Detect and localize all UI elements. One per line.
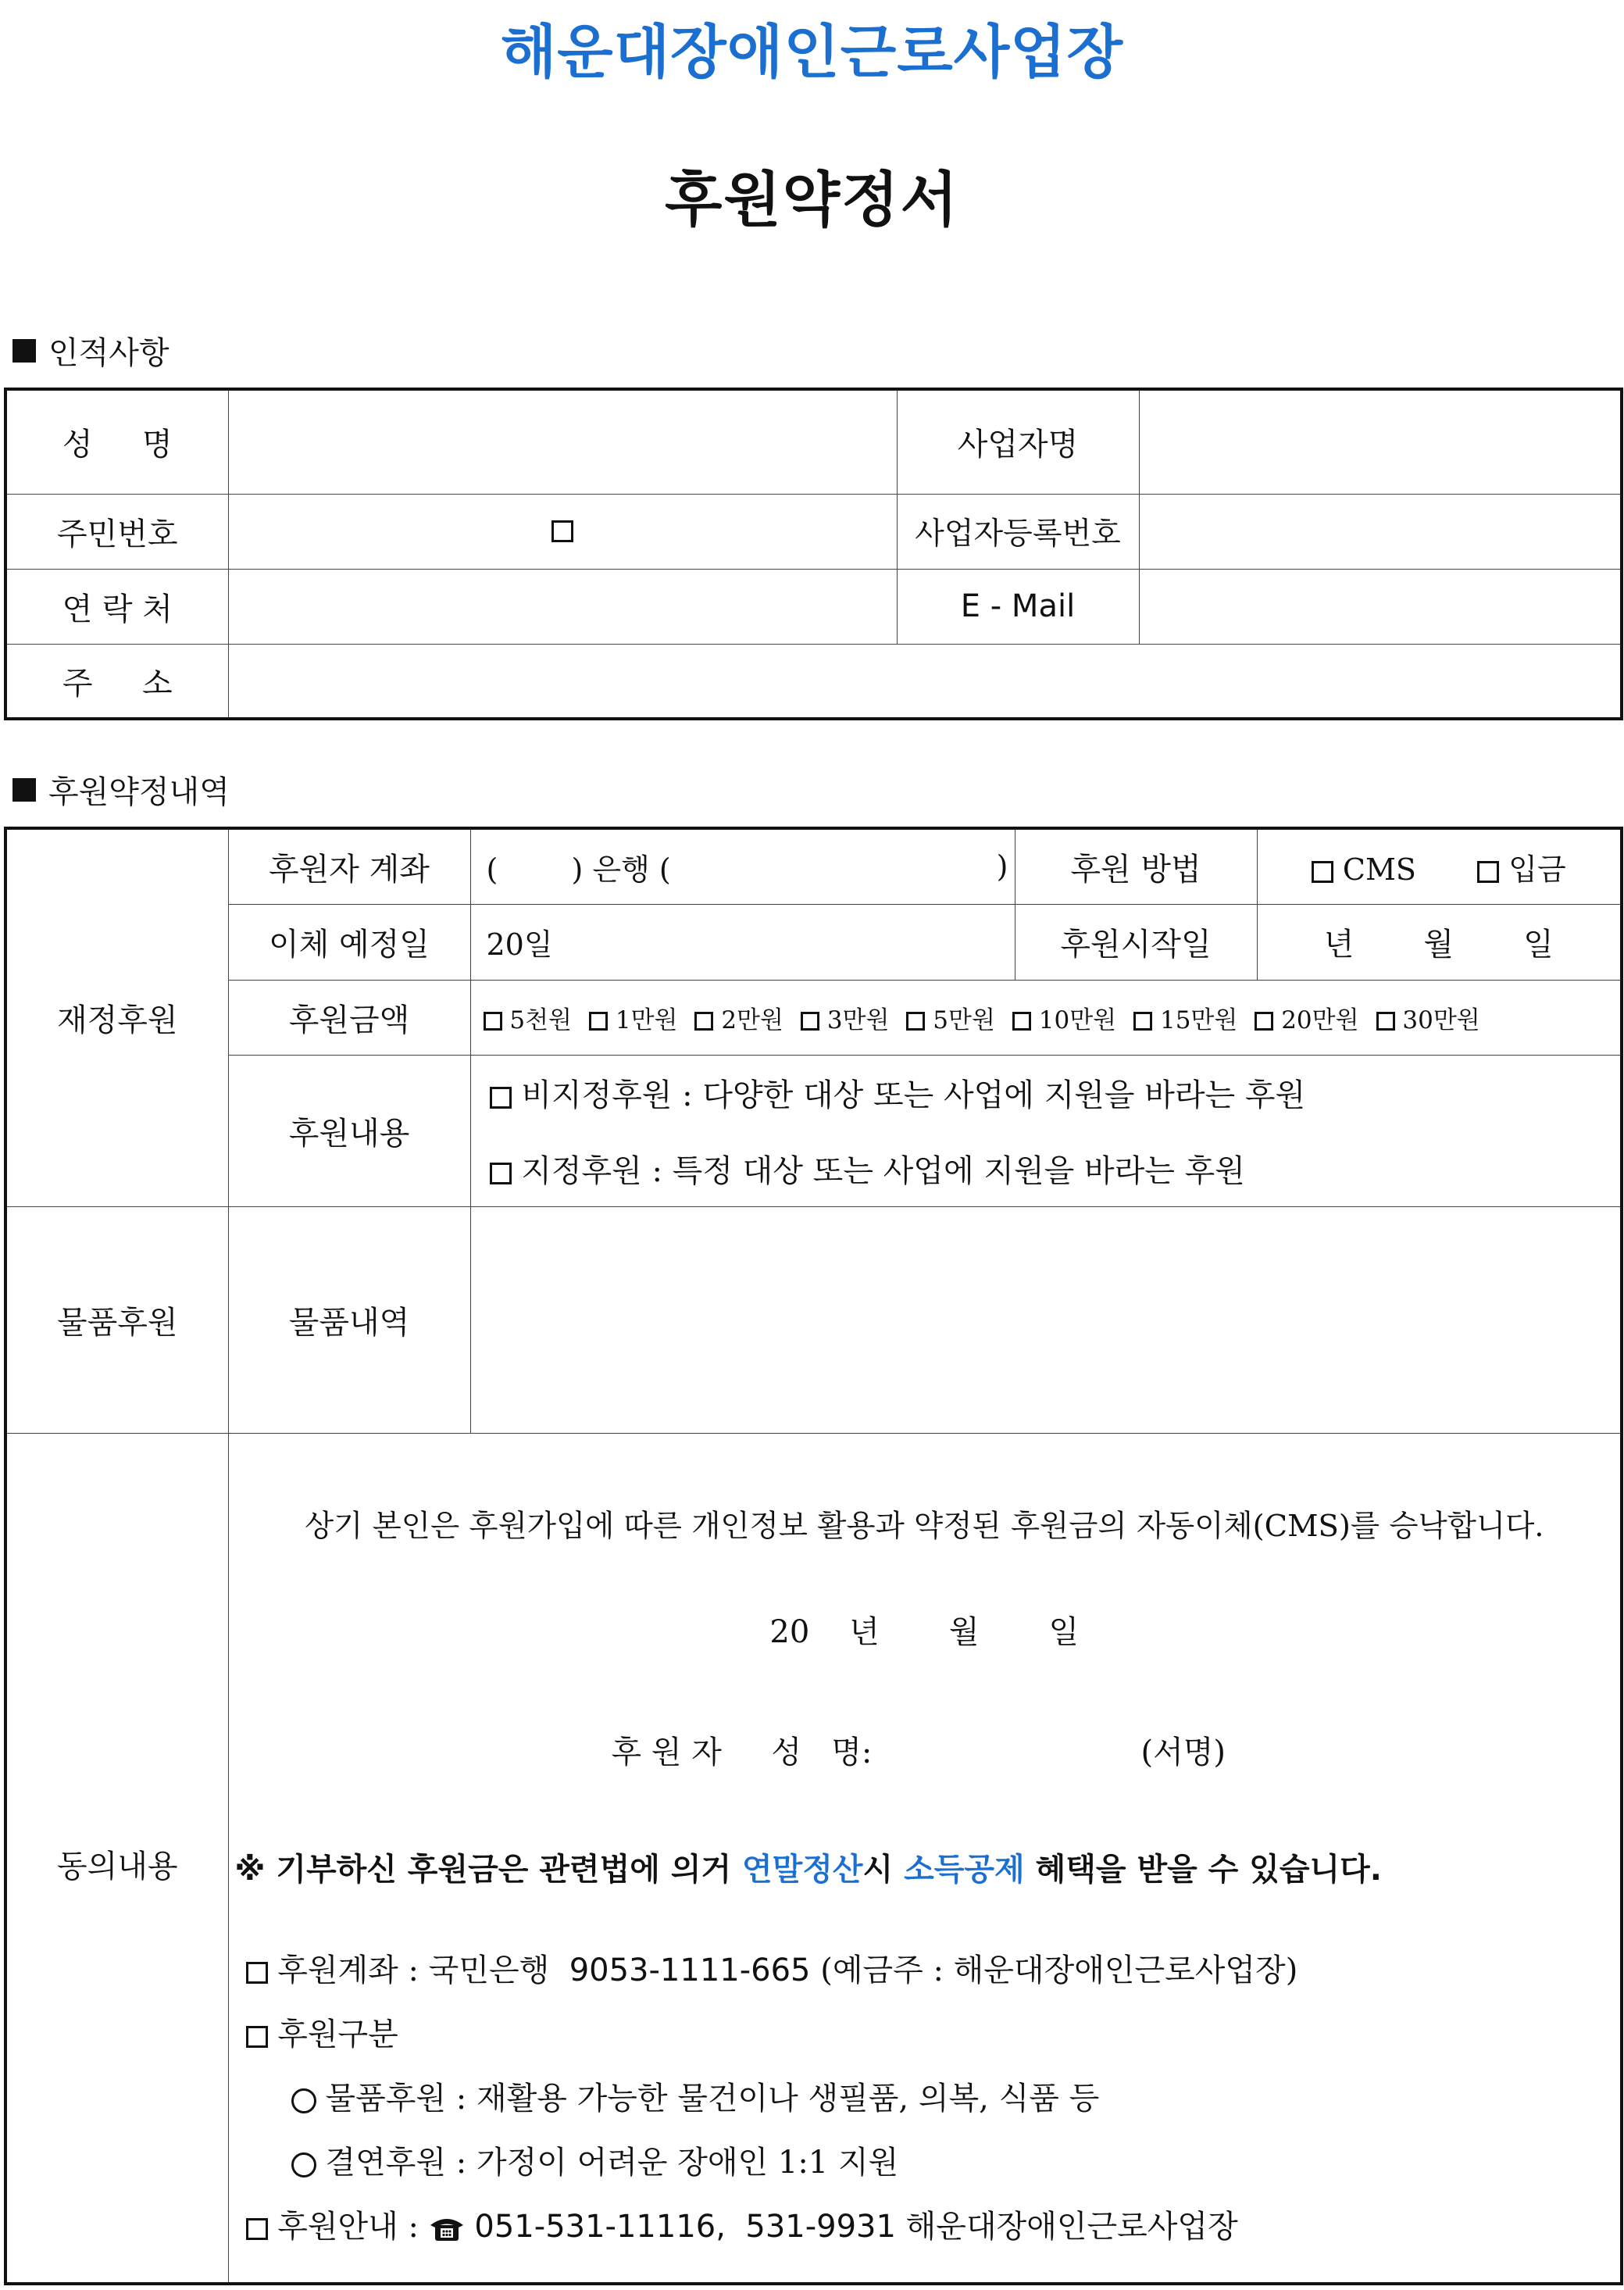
start-year-label: 년 [1323,927,1355,963]
method-options [1257,828,1622,904]
support-info [246,1938,1605,2259]
amount-option[interactable]: 20만원 [1255,1006,1358,1034]
finance-label: 재정후원 [5,828,228,1206]
guide-line: 후원안내 : 051-531-11116, 531-9931 해운대장애인근로사업장 [246,2195,1605,2259]
circle-bullet-icon [291,2088,316,2113]
bank-account-number: 9053-1111-665 [569,1952,811,1988]
square-bullet-icon [12,339,36,363]
brn-label: 사업자등록번호 [897,494,1139,569]
goods-detail-label: 물품내역 [228,1206,470,1433]
address-field[interactable] [228,644,1622,719]
square-bullet-icon [12,778,36,802]
rrn-label: 주민번호 [5,494,228,569]
start-month-label: 월 [1423,927,1454,963]
amount-option[interactable]: 5천원 [484,1006,572,1034]
goods-detail-field[interactable] [470,1206,1622,1433]
personal-info-table [4,388,1623,720]
amount-option[interactable]: 10만원 [1012,1006,1116,1034]
consent-statement: 상기 본인은 후원가입에 따른 개인정보 활용과 약정된 후원금의 자동이체(CMS)를 승낙합니다. [304,1508,1544,1544]
contact-field[interactable] [228,569,897,644]
email-label: E - Mail [897,569,1139,644]
method-option-cms[interactable]: CMS [1312,852,1416,887]
transfer-date-label: 이체 예정일 [228,904,470,980]
name-label: 성 명 [5,389,228,494]
transfer-date-value[interactable]: 20일 [470,904,1015,980]
section-personal-title: 인적사항 [48,335,170,371]
address-label: 주 소 [5,644,228,719]
notice-highlight-deduction: 소득공제 [904,1851,1025,1888]
amount-option[interactable]: 2만원 [694,1006,783,1034]
amount-option[interactable]: 15만원 [1133,1006,1237,1034]
category-line: 후원구분 [246,2002,1605,2067]
amount-option[interactable]: 30만원 [1376,1006,1480,1034]
signer-label: 후 원 자 성 명: [611,1734,873,1770]
tax-notice: ※ 기부하신 후원금은 관련법에 의거 연말정산시 소득공제 혜택을 받을 수 있습니다. [234,1851,1382,1888]
section-personal-heading [12,328,170,373]
rrn-checkbox[interactable] [551,520,573,542]
content-option-undesignated[interactable]: 비지정후원 : 다양한 대상 또는 사업에 지원을 바라는 후원 [471,1070,1621,1115]
consent-label: 동의내용 [5,1433,228,2284]
notice-highlight-year-end: 연말정산 [741,1851,863,1888]
org-name: 해운대장애인근로사업장 [500,19,1124,86]
content-label: 후원내용 [228,1055,470,1206]
email-field[interactable] [1139,569,1622,644]
amount-option[interactable]: 1만원 [589,1006,677,1034]
account-label: 후원자 계좌 [228,828,470,904]
section-pledge-heading [12,767,230,812]
name-field[interactable] [228,389,897,494]
account-paren-close: ) [996,849,1008,884]
method-label: 후원 방법 [1015,828,1257,904]
business-name-field[interactable] [1139,389,1622,494]
amount-label: 후원금액 [228,980,470,1055]
guide-phone: 051-531-11116, 531-9931 [474,2208,896,2245]
section-pledge-title: 후원약정내역 [48,774,230,810]
consent-date: 20 년 월 일 [769,1613,1080,1650]
account-paren-open: ( [486,852,498,887]
start-day-label: 일 [1523,927,1554,963]
circle-bullet-icon [291,2152,316,2177]
amount-option[interactable]: 5만원 [906,1006,994,1034]
signature-label: (서명) [1140,1734,1226,1770]
account-bank-text: ) 은행 ( [571,852,671,887]
category-item-goods: 물품후원 : 재활용 가능한 물건이나 생필품, 의복, 식품 등 [246,2067,1605,2131]
telephone-icon [429,2216,465,2242]
contact-label: 연 락 처 [5,569,228,644]
content-option-designated[interactable]: 지정후원 : 특정 대상 또는 사업에 지원을 바라는 후원 [471,1146,1621,1191]
start-date-label: 후원시작일 [1015,904,1257,980]
consent-date-prefix: 20 [769,1613,810,1650]
rrn-field[interactable] [228,494,897,569]
document-title: 후원약정서 [664,165,960,234]
brn-field[interactable] [1139,494,1622,569]
account-field[interactable] [470,828,1015,904]
business-name-label: 사업자명 [897,389,1139,494]
method-option-deposit[interactable]: 입금 [1477,852,1566,887]
amount-options [470,980,1622,1055]
content-options [470,1055,1622,1206]
bank-account-line: 후원계좌 : 국민은행 9053-1111-665 (예금주 : 해운대장애인근로사업장) [246,1938,1605,2002]
goods-label: 물품후원 [5,1206,228,1433]
start-date-field[interactable] [1257,904,1622,980]
category-item-sponsorship: 결연후원 : 가정이 어려운 장애인 1:1 지원 [246,2131,1605,2195]
consent-area [228,1433,1622,2284]
amount-option[interactable]: 3만원 [801,1006,889,1034]
pledge-table [4,827,1623,2285]
